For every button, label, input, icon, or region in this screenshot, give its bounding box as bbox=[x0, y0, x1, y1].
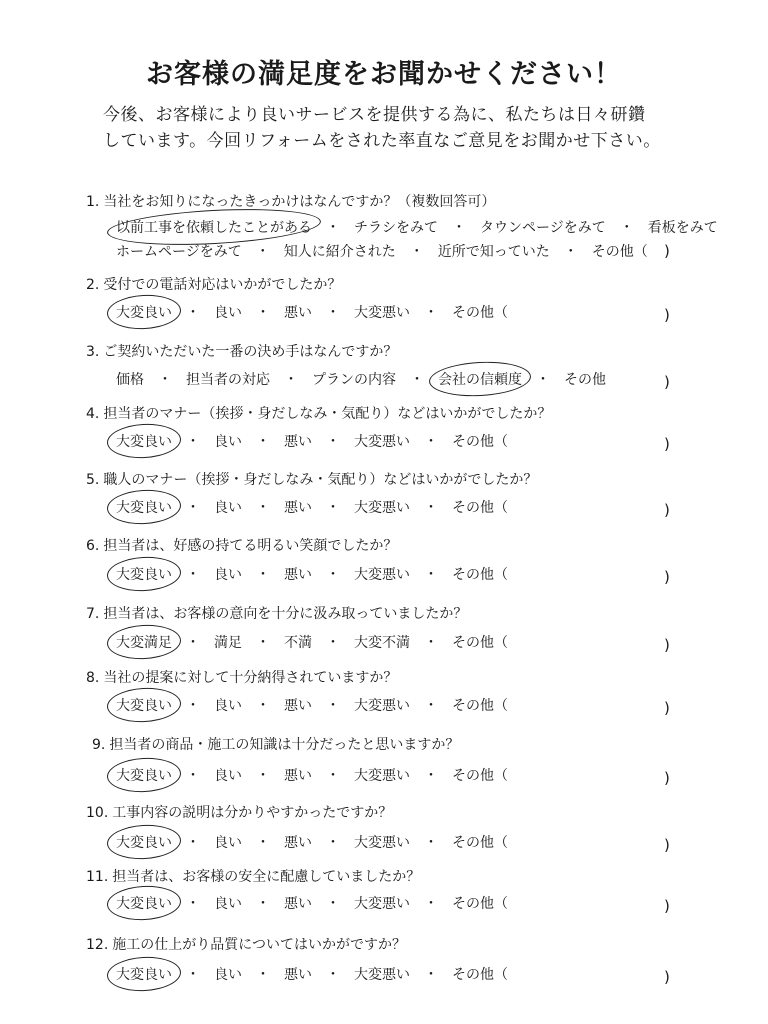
answer-option[interactable]: その他（ bbox=[452, 896, 508, 912]
separator: ・ bbox=[619, 220, 634, 236]
options-q7-line-1 bbox=[116, 632, 508, 652]
separator: ・ bbox=[186, 567, 200, 583]
answer-option[interactable]: ホームページをみて bbox=[116, 244, 242, 260]
separator: ・ bbox=[424, 896, 438, 912]
question-text: 当社をお知りになったきっかけはなんですか？（複数回答可） bbox=[103, 194, 496, 210]
separator: ・ bbox=[536, 372, 550, 388]
separator: ・ bbox=[326, 698, 340, 714]
options-q12-line-1 bbox=[116, 964, 508, 984]
selected-answer-option[interactable]: 大変良い bbox=[116, 695, 172, 715]
options-q10-line-1 bbox=[116, 832, 508, 852]
separator: ・ bbox=[326, 768, 340, 784]
intro-line-1: 今後、お客様により良いサービスを提供する為に、私たちは日々研鑽 bbox=[103, 105, 646, 125]
options-q5-line-1 bbox=[116, 497, 508, 517]
selected-answer-option[interactable]: 大変良い bbox=[116, 832, 172, 852]
question-number: 10. bbox=[86, 805, 109, 821]
separator: ・ bbox=[256, 835, 270, 851]
options-q1-line-1 bbox=[116, 217, 718, 237]
question-text: 担当者のマナー（挨拶・身だしなみ・気配り）などはいかがでしたか？ bbox=[103, 406, 552, 422]
close-paren: ) bbox=[664, 836, 670, 854]
answer-option[interactable]: 知人に紹介された bbox=[283, 244, 396, 260]
separator: ・ bbox=[326, 835, 340, 851]
question-2 bbox=[86, 274, 341, 294]
question-5 bbox=[86, 469, 537, 489]
options-q8-line-1 bbox=[116, 695, 508, 715]
answer-option[interactable]: 大変悪い bbox=[354, 567, 410, 583]
question-text: 担当者の商品・施工の知識は十分だったと思いますか？ bbox=[109, 737, 460, 753]
answer-option[interactable]: その他（ bbox=[452, 698, 508, 714]
question-number: 8. bbox=[86, 670, 100, 686]
question-number: 7. bbox=[86, 606, 100, 622]
separator: ・ bbox=[424, 500, 438, 516]
answer-option[interactable]: 悪い bbox=[284, 434, 312, 450]
separator: ・ bbox=[284, 372, 298, 388]
question-12 bbox=[86, 934, 406, 954]
selected-answer-option[interactable]: 大変良い bbox=[116, 765, 172, 785]
question-8 bbox=[86, 667, 397, 687]
close-paren: ) bbox=[664, 568, 670, 586]
answer-option[interactable]: 悪い bbox=[284, 768, 312, 784]
page-title: お客様の満足度をお聞かせください！ bbox=[146, 59, 622, 90]
separator: ・ bbox=[158, 372, 172, 388]
separator: ・ bbox=[326, 220, 340, 236]
separator: ・ bbox=[326, 967, 340, 983]
question-text: 工事内容の説明は分かりやすかったですか？ bbox=[112, 805, 393, 821]
separator: ・ bbox=[424, 768, 438, 784]
answer-option[interactable]: 悪い bbox=[284, 567, 312, 583]
question-number: 5. bbox=[86, 472, 100, 488]
options-q2-line-1 bbox=[116, 302, 508, 322]
answer-option[interactable]: 大変悪い bbox=[354, 500, 410, 516]
separator: ・ bbox=[452, 220, 466, 236]
question-10 bbox=[86, 802, 392, 822]
question-number: 4. bbox=[86, 406, 100, 422]
answer-option[interactable]: 不満 bbox=[284, 635, 312, 651]
answer-option[interactable]: 近所で知っていた bbox=[437, 244, 550, 260]
separator: ・ bbox=[186, 896, 200, 912]
separator: ・ bbox=[424, 698, 438, 714]
answer-option[interactable]: 価格 bbox=[116, 372, 144, 388]
answer-option[interactable]: 悪い bbox=[284, 305, 312, 321]
answer-option[interactable]: 良い bbox=[214, 567, 242, 583]
answer-option[interactable]: 良い bbox=[214, 434, 242, 450]
options-q9-line-1 bbox=[116, 765, 508, 785]
answer-option[interactable]: その他（ bbox=[452, 835, 508, 851]
separator: ・ bbox=[409, 244, 424, 260]
separator: ・ bbox=[186, 434, 200, 450]
separator: ・ bbox=[186, 967, 200, 983]
options-q1-line-2 bbox=[116, 241, 648, 261]
question-number: 9. bbox=[92, 737, 106, 753]
question-number: 2. bbox=[86, 277, 100, 293]
separator: ・ bbox=[424, 635, 438, 651]
answer-option[interactable]: プランの内容 bbox=[312, 372, 396, 388]
answer-option[interactable]: 満足 bbox=[214, 635, 242, 651]
close-paren: ) bbox=[664, 769, 670, 787]
separator: ・ bbox=[424, 305, 438, 321]
options-q3-line-1 bbox=[116, 369, 606, 389]
separator: ・ bbox=[424, 567, 438, 583]
selected-answer-option[interactable]: 大変良い bbox=[116, 497, 172, 517]
separator: ・ bbox=[326, 434, 340, 450]
separator: ・ bbox=[326, 567, 340, 583]
separator: ・ bbox=[186, 635, 200, 651]
separator: ・ bbox=[256, 500, 270, 516]
answer-option[interactable]: 看板をみて bbox=[647, 220, 718, 236]
intro-line-2: しています。今回リフォームをされた率直なご意見をお聞かせ下さい。 bbox=[103, 131, 661, 151]
separator: ・ bbox=[410, 372, 424, 388]
question-number: 11. bbox=[86, 869, 109, 885]
separator: ・ bbox=[186, 698, 200, 714]
separator: ・ bbox=[424, 967, 438, 983]
answer-option[interactable]: その他（ bbox=[452, 635, 508, 651]
options-q6-line-1 bbox=[116, 564, 508, 584]
question-text: 施工の仕上がり品質についてはいかがですか？ bbox=[112, 937, 406, 953]
question-text: 当社の提案に対して十分納得されていますか？ bbox=[103, 670, 398, 686]
answer-option[interactable]: 悪い bbox=[284, 500, 312, 516]
answer-option[interactable]: その他（ bbox=[452, 567, 508, 583]
question-number: 3. bbox=[86, 344, 100, 360]
answer-option[interactable]: 大変悪い bbox=[354, 835, 410, 851]
separator: ・ bbox=[326, 896, 340, 912]
options-q4-line-1 bbox=[116, 431, 508, 451]
selected-answer-option[interactable]: 大変良い bbox=[116, 964, 172, 984]
answer-option[interactable]: 良い bbox=[214, 698, 242, 714]
close-paren: ) bbox=[664, 897, 670, 915]
separator: ・ bbox=[326, 500, 340, 516]
separator: ・ bbox=[563, 244, 578, 260]
answer-option[interactable]: 大変悪い bbox=[354, 768, 410, 784]
answer-option[interactable]: 良い bbox=[214, 835, 242, 851]
question-7 bbox=[86, 603, 467, 623]
close-paren: ) bbox=[664, 435, 670, 453]
separator: ・ bbox=[186, 500, 200, 516]
separator: ・ bbox=[256, 698, 270, 714]
answer-option[interactable]: その他（ bbox=[452, 967, 508, 983]
answer-option[interactable]: 悪い bbox=[284, 967, 312, 983]
selected-answer-option[interactable]: 大変良い bbox=[116, 431, 172, 451]
separator: ・ bbox=[256, 434, 270, 450]
selected-answer-option[interactable]: 大変良い bbox=[116, 564, 172, 584]
separator: ・ bbox=[186, 835, 200, 851]
separator: ・ bbox=[186, 305, 200, 321]
question-text: ご契約いただいた一番の決め手はなんですか？ bbox=[103, 344, 398, 360]
question-9 bbox=[92, 734, 459, 754]
separator: ・ bbox=[256, 305, 270, 321]
answer-option[interactable]: 大変不満 bbox=[354, 635, 410, 651]
answer-option[interactable]: その他（ bbox=[452, 434, 508, 450]
separator: ・ bbox=[256, 567, 270, 583]
question-1 bbox=[86, 191, 495, 211]
separator: ・ bbox=[256, 768, 270, 784]
answer-option[interactable]: その他 bbox=[564, 372, 606, 388]
answer-option[interactable]: その他（ bbox=[591, 244, 648, 260]
question-6 bbox=[86, 535, 397, 555]
answer-option[interactable]: 大変悪い bbox=[354, 967, 410, 983]
answer-option[interactable]: 悪い bbox=[284, 835, 312, 851]
answer-option[interactable]: チラシをみて bbox=[354, 220, 438, 236]
separator: ・ bbox=[424, 835, 438, 851]
separator: ・ bbox=[256, 635, 270, 651]
answer-option[interactable]: 担当者の対応 bbox=[186, 372, 270, 388]
selected-answer-option[interactable]: 以前工事を依頼したことがある bbox=[116, 217, 312, 237]
answer-option[interactable]: その他（ bbox=[452, 768, 508, 784]
close-paren: ) bbox=[664, 501, 670, 519]
question-text: 担当者は、好感の持てる明るい笑顔でしたか？ bbox=[103, 538, 398, 554]
question-text: 受付での電話対応はいかがでしたか？ bbox=[103, 277, 342, 293]
question-number: 12. bbox=[86, 937, 109, 953]
question-text: 職人のマナー（挨拶・身だしなみ・気配り）などはいかがでしたか？ bbox=[103, 472, 538, 488]
answer-option[interactable]: タウンページをみて bbox=[480, 220, 606, 236]
answer-option[interactable]: 悪い bbox=[284, 896, 312, 912]
separator: ・ bbox=[424, 434, 438, 450]
question-number: 1. bbox=[86, 194, 100, 210]
answer-option[interactable]: 大変悪い bbox=[354, 896, 410, 912]
selected-answer-option[interactable]: 大変良い bbox=[116, 302, 172, 322]
answer-option[interactable]: その他（ bbox=[452, 500, 508, 516]
selected-answer-option[interactable]: 大変満足 bbox=[116, 632, 172, 652]
close-paren: ) bbox=[664, 373, 670, 391]
selected-answer-option[interactable]: 会社の信頼度 bbox=[438, 369, 522, 389]
answer-option[interactable]: 良い bbox=[214, 896, 242, 912]
answer-option[interactable]: 良い bbox=[214, 768, 242, 784]
question-11 bbox=[86, 866, 420, 886]
close-paren: ) bbox=[664, 242, 670, 260]
close-paren: ) bbox=[664, 968, 670, 986]
answer-option[interactable]: 大変悪い bbox=[354, 305, 410, 321]
separator: ・ bbox=[256, 896, 270, 912]
separator: ・ bbox=[186, 768, 200, 784]
answer-option[interactable]: 大変悪い bbox=[354, 698, 410, 714]
close-paren: ) bbox=[664, 306, 670, 324]
separator: ・ bbox=[326, 635, 340, 651]
question-text: 担当者は、お客様の安全に配慮していましたか？ bbox=[112, 869, 421, 885]
answer-option[interactable]: その他（ bbox=[452, 305, 508, 321]
question-text: 担当者は、お客様の意向を十分に汲み取っていましたか？ bbox=[103, 606, 468, 622]
selected-answer-option[interactable]: 大変良い bbox=[116, 893, 172, 913]
question-3 bbox=[86, 341, 397, 361]
close-paren: ) bbox=[664, 699, 670, 717]
separator: ・ bbox=[256, 967, 270, 983]
options-q11-line-1 bbox=[116, 893, 508, 913]
answer-option[interactable]: 良い bbox=[214, 967, 242, 983]
answer-option[interactable]: 悪い bbox=[284, 698, 312, 714]
separator: ・ bbox=[326, 305, 340, 321]
close-paren: ) bbox=[664, 636, 670, 654]
answer-option[interactable]: 良い bbox=[214, 500, 242, 516]
question-number: 6. bbox=[86, 538, 100, 554]
separator: ・ bbox=[255, 244, 270, 260]
answer-option[interactable]: 大変悪い bbox=[354, 434, 410, 450]
answer-option[interactable]: 良い bbox=[214, 305, 242, 321]
question-4 bbox=[86, 403, 551, 423]
